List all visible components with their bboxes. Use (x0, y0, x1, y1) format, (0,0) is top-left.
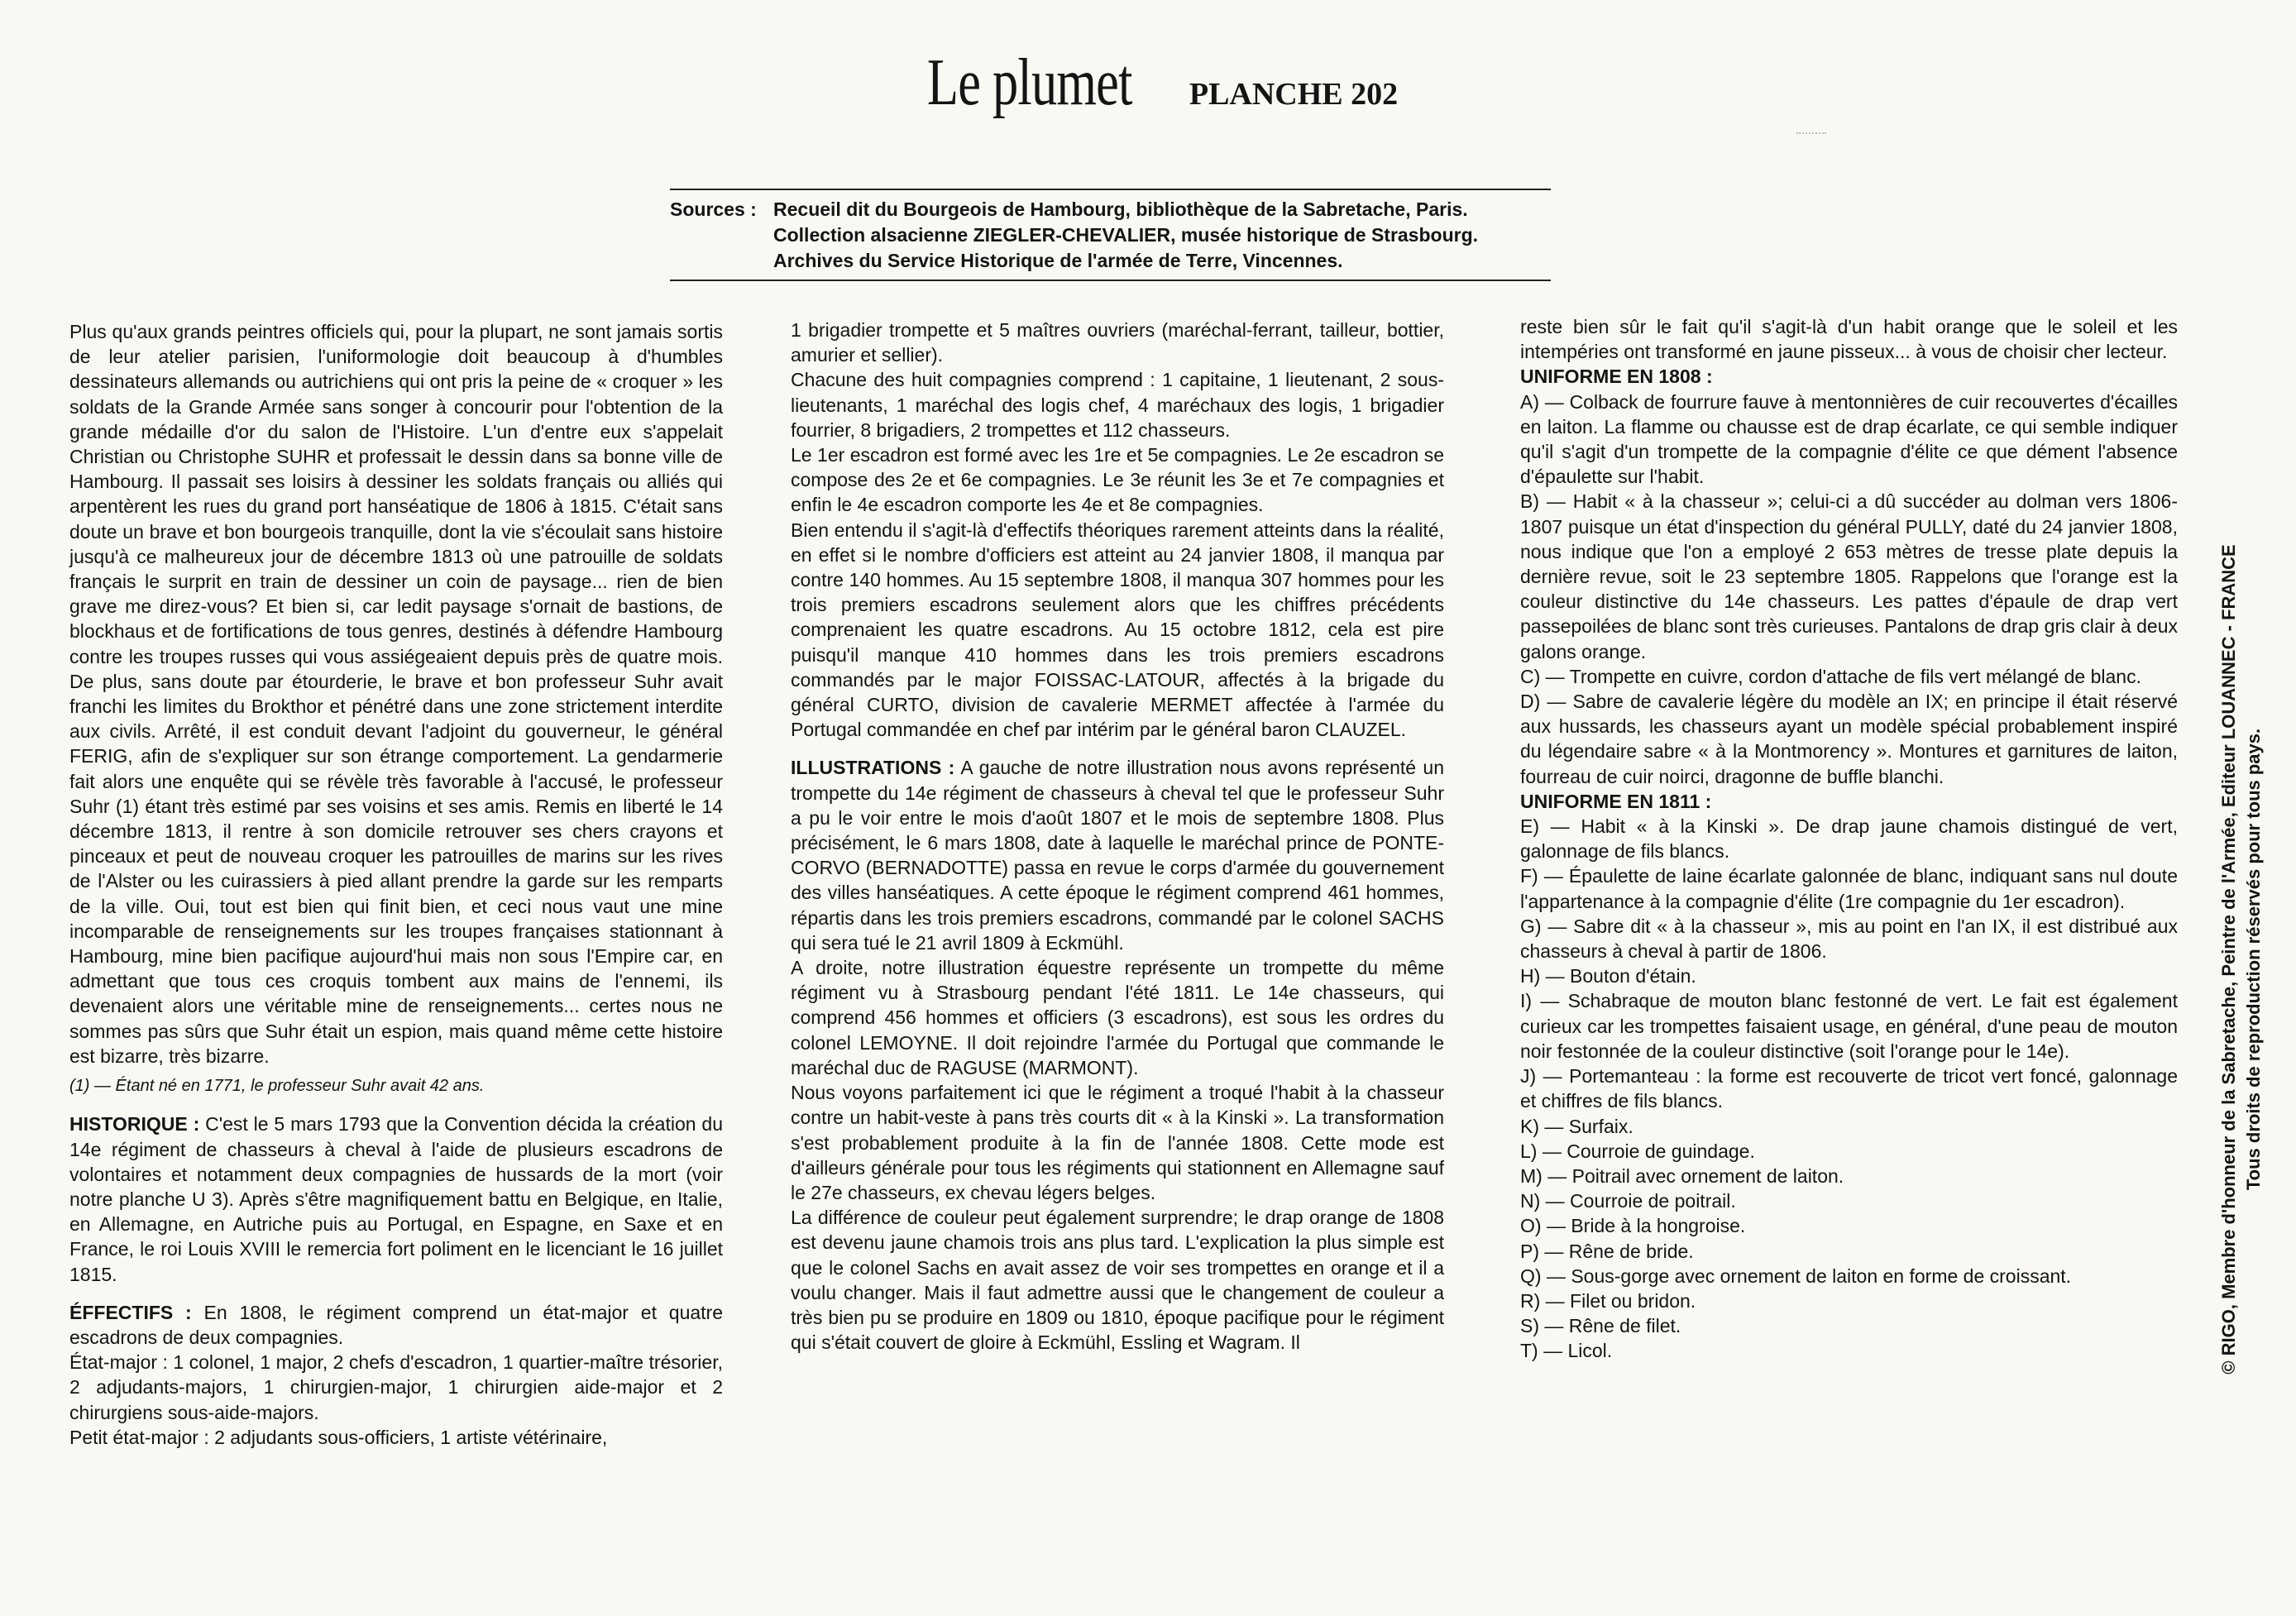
uniform-item: G) — Sabre dit « à la chasseur », mis au point en l'an IX, il est distribué aux chasseurs à cheval à partir de 1806. (1520, 915, 2178, 963)
sources-block (670, 189, 1551, 281)
uniform-item: S) — Rêne de filet. (1520, 1315, 1681, 1337)
illustrations-text: A gauche de notre illustration nous avons représenté un trompette du 14e régiment de chasseurs à cheval tel que le professeur Suhr a pu le voir entre le mois d'août 1807 et le mois de septembre 1808. Plus précisément, le 6 mars 1808, date à laquelle le maréchal prince de PONTE-CORVO (BERNADOTTE) passa en revue le corps d'armée du gouvernement des villes hanséatiques. A cette époque le régiment comprend 461 hommes, répartis dans les trois premiers escadrons, commandé par le colonel SACHS qui sera tué le 21 avril 1809 à Eckmühl. (791, 757, 1444, 954)
footnote: (1) — Étant né en 1771, le professeur Suhr avait 42 ans. (69, 1077, 485, 1096)
uniform-item: T) — Licol. (1520, 1340, 1613, 1362)
source-line: Collection alsacienne ZIEGLER-CHEVALIER, musée historique de Strasbourg. (773, 224, 1479, 246)
section-heading-1808: UNIFORME EN 1808 : (1520, 366, 1713, 388)
uniform-item: I) — Schabraque de mouton blanc festonné de vert. Le fait est également curieux car les trompettes faisaient usage, en général, d'une peau de mouton noir festonnée de la couleur distinctive (soit l'orange pour le 14e). (1520, 990, 2178, 1062)
uniform-item: F) — Épaulette de laine écarlate galonnée de blanc, indiquant sans nul doute l'appartenance à la compagnie d'élite (1re compagnie du 1er escadron). (1520, 865, 2178, 912)
page-header (0, 45, 2296, 121)
effectifs-paragraph (69, 1300, 723, 1350)
column-middle (791, 318, 1444, 1355)
uniform-item: N) — Courroie de poitrail. (1520, 1190, 1736, 1212)
uniform-item: J) — Portemanteau : la forme est recouverte de tricot vert foncé, galonnage et chiffres de fils blancs. (1520, 1065, 2178, 1112)
uniform-item: H) — Bouton d'étain. (1520, 965, 1696, 987)
print-speck (1796, 132, 1826, 136)
copyright-line: © RIGO, Membre d'honneur de la Sabretache, Peintre de l'Armée, Editeur LOUANNEC - FRANCE (2218, 544, 2239, 1375)
historique-paragraph (69, 1112, 723, 1286)
uniform-item: E) — Habit « à la Kinski ». De drap jaune chamois distingué de vert, galonnage de fils blancs. (1520, 815, 2178, 863)
effectifs-label: ÉFFECTIFS : (69, 1301, 192, 1323)
uniform-item: P) — Rêne de bride. (1520, 1240, 1694, 1262)
illustrations-paragraph (791, 755, 1444, 955)
illustrations-label: ILLUSTRATIONS : (791, 757, 955, 779)
uniform-item: Q) — Sous-gorge avec ornement de laiton en forme de croissant. (1520, 1265, 2072, 1287)
petit-etat-major-paragraph: Petit état-major : 2 adjudants sous-officiers, 1 artiste vétérinaire, (69, 1426, 608, 1448)
historique-text: C'est le 5 mars 1793 que la Convention décida la création du 14e régiment de chasseurs à cheval à l'aide de plusieurs escadrons de volontaires et notamment deux compagnies de hussards de la mort (voir notre planche U 3). Après s'être magnifiquement battu en Belgique, en Italie, en Allemagne, en Autriche puis au Portugal, en Espagne, en Saxe et en France, le roi Louis XVIII le remercia fort poliment en le licenciant le 16 juillet 1815. (69, 1113, 723, 1285)
etat-major-paragraph: État-major : 1 colonel, 1 major, 2 chefs d'escadron, 1 quartier-maître trésorier, 2 adjudants-majors, 1 chirurgien-major, 1 chirurgien aide-major et 2 chirurgiens sous-aide-majors. (69, 1351, 723, 1423)
uniform-item: O) — Bride à la hongroise. (1520, 1215, 1746, 1237)
paragraph: Bien entendu il s'agit-là d'effectifs théoriques rarement atteints dans la réalité, en effet si le nombre d'officiers est atteint au 24 janvier 1808, il manqua par contre 140 hommes. Au 15 septembre 1808, il manqua 307 hommes pour les trois premiers escadrons seulement alors que les chiffres précédents comprenaient les quatre escadrons. Au 15 octobre 1812, cela est pire puisqu'il manque 410 hommes dans les trois premiers escadrons commandés par le major FOISSAC-LATOUR, affectés à la brigade du général CURTO, division de cavalerie MERMET affectée à l'armée du Portugal commandée en chef par intérim par le général baron CLAUZEL. (791, 519, 1444, 741)
column-left (69, 319, 723, 1450)
paragraph: A droite, notre illustration équestre représente un trompette du même régiment vu à Strasbourg pendant l'été 1811. Le 14e chasseurs, qui comprend 456 hommes et officiers (3 escadrons), est sous les ordres du colonel LEMOYNE. Il doit rejoindre l'armée du Portugal que commande le maréchal duc de RAGUSE (MARMONT). (791, 957, 1444, 1078)
section-heading-1811: UNIFORME EN 1811 : (1520, 790, 1712, 812)
publication-title: Le plumet (926, 46, 1132, 119)
uniform-item: M) — Poitrail avec ornement de laiton. (1520, 1164, 1844, 1187)
uniform-item: K) — Surfaix. (1520, 1115, 1634, 1137)
paragraph: 1 brigadier trompette et 5 maîtres ouvriers (maréchal-ferrant, tailleur, bottier, amurier et sellier). (791, 319, 1444, 366)
effectifs-text: En 1808, le régiment comprend un état-major et quatre escadrons de deux compagnies. (69, 1301, 724, 1348)
rights-line: Tous droits de reproduction réservés pour tous pays. (2243, 728, 2264, 1191)
paragraph: Nous voyons parfaitement ici que le régiment a troqué l'habit à la chasseur contre un habit-veste à pans très courts dit « à la Kinski ». La transformation s'est probablement produite à la fin de l'année 1808. Cette mode est d'ailleurs générale pour tous les régiments qui stationnent en Allemagne sauf le 27e chasseurs, ex chevau légers belges. (791, 1082, 1444, 1203)
source-line: Recueil dit du Bourgeois de Hambourg, bibliothèque de la Sabretache, Paris. (773, 198, 1468, 220)
historique-label: HISTORIQUE : (69, 1113, 200, 1136)
uniform-item: L) — Courroie de guindage. (1520, 1140, 1755, 1162)
source-line: Archives du Service Historique de l'armée de Terre, Vincennes. (773, 250, 1343, 271)
paragraph: La différence de couleur peut également surprendre; le drap orange de 1808 est devenu jaune chamois trois ans plus tard. L'explication la plus simple est que le colonel Sachs en avait assez de voir ses trompettes en orange et il a voulu changer. Mais il faut admettre aussi que le changement de couleur a très bien pu se produire en 1809 ou 1810, époque pacifique pour le régiment qui s'était couvert de gloire à Eckmühl, Essling et Wagram. Il (791, 1207, 1444, 1354)
paragraph: reste bien sûr le fait qu'il s'agit-là d'un habit orange que le soleil et les intempéries ont transformé en jaune pisseux... à vous de choisir cher lecteur. (1520, 316, 2178, 363)
uniform-item: B) — Habit « à la chasseur »; celui-ci a dû succéder au dolman vers 1806-1807 puisque un état d'inspection du général PULLY, daté du 24 janvier 1808, nous indique que l'on a employé 2 653 mètres de tresse plate depuis la dernière revue, soit le 23 septembre 1805. Rappelons que l'orange est la couleur distinctive du 14e chasseurs. Les pattes d'épaule de drap vert passepoilées de blanc sont très curieuses. Pantalons de drap gris clair à deux galons orange. (1520, 490, 2178, 662)
uniform-item: A) — Colback de fourrure fauve à mentonnières de cuir recouvertes d'écailles en laiton. La flamme ou chausse est de drap écarlate, ce qui semble indiquer qu'il s'agit d'un trompette de la compagnie d'élite ce que dément l'absence d'épaulette sur l'habit. (1520, 390, 2178, 488)
paragraph: Chacune des huit compagnies comprend : 1 capitaine, 1 lieutenant, 2 sous-lieutenants, 1 maréchal des logis chef, 4 maréchaux des logis, 1 brigadier fourrier, 8 brigadiers, 2 trompettes et 112 chasseurs. (791, 369, 1444, 441)
uniform-item: D) — Sabre de cavalerie légère du modèle an IX; en principe il était réservé aux hussards, les chasseurs ayant un modèle spécial probablement inspiré du légendaire sabre « à la Montmorency ». Montures et garnitures de laiton, fourreau de cuir noirci, dragonne de buffle blanchi. (1520, 691, 2178, 787)
sources-label: Sources : (670, 198, 757, 220)
column-right (1520, 314, 2178, 1364)
paragraph: Le 1er escadron est formé avec les 1re et 5e compagnies. Le 2e escadron se compose des 2e et 6e compagnies. Le 3e réunit les 3e et 7e compagnies et enfin le 4e escadron comporte les 4e et 8e compagnies. (791, 444, 1444, 516)
uniform-item: R) — Filet ou bridon. (1520, 1289, 1696, 1312)
intro-paragraph: Plus qu'aux grands peintres officiels qui, pour la plupart, ne sont jamais sortis de leur atelier parisien, l'uniformologie doit beaucoup à d'humbles dessinateurs allemands ou autrichiens qui ont pris la peine de « croquer » les soldats de la Grande Armée sans songer à concourir pour l'obtention de la grande médaille d'or du salon de l'Histoire. L'un d'entre eux s'appelait Christian ou Christophe SUHR et professait le dessin dans sa bonne ville de Hambourg. Il passait ses loisirs à dessiner les soldats français ou alliés qui arpentèrent les rues du grand port hanséatique de 1806 à 1815. C'était sans doute un brave et bon bourgeois tranquille, dont la vie s'écoulait sans histoire jusqu'à ce malheureux jour de décembre 1813 où une patrouille de soldats français le surprit en train de dessiner un coin de paysage... rien de bien grave me direz-vous? Et bien si, car ledit paysage s'ornait de bastions, de blockhaus et de fortifications de tous genres, destinés à défendre Hambourg contre les troupes russes qui vous assiégeaient depuis près de quatre mois. De plus, sans doute par étourderie, le brave et bon professeur Suhr avait franchi les limites du Brokthor et pénétré dans une zone strictement interdite aux civils. Arrêté, il est conduit devant l'adjoint du gouverneur, le général FERIG, afin de s'expliquer sur son étrange comportement. La gendarmerie fait alors une enquête qui se révèle très favorable à l'accusé, le professeur Suhr (1) étant très estimé par ses voisins et ses amis. Remis en liberté le 14 décembre 1813, il rentre à son domicile retrouver ses chers crayons et pinceaux et peut de nouveau croquer les patrouilles de marins sur les rives de l'Alster ou les cuirassiers à pied allant prendre la garde sur les remparts de la ville. Oui, tout est bien qui finit bien, et ceci nous vaut une mine incomparable de renseignements sur les troupes françaises stationnant à Hambourg, mine bien pacifique aujourd'hui mais non sous l'Empire car, en admettant que tous ces croquis tombent aux mains de l'ennemi, ils devenaient alors une véritable mine de renseignements... certes nous ne sommes pas sûrs que Suhr était un espion, mais quand même cette histoire est bizarre, très bizarre. (69, 321, 723, 1067)
uniform-item: C) — Trompette en cuivre, cordon d'attache de fils vert mélangé de blanc. (1520, 665, 2141, 687)
copyright-sidebar (2217, 405, 2266, 1513)
plate-number: PLANCHE 202 (1189, 77, 1399, 112)
